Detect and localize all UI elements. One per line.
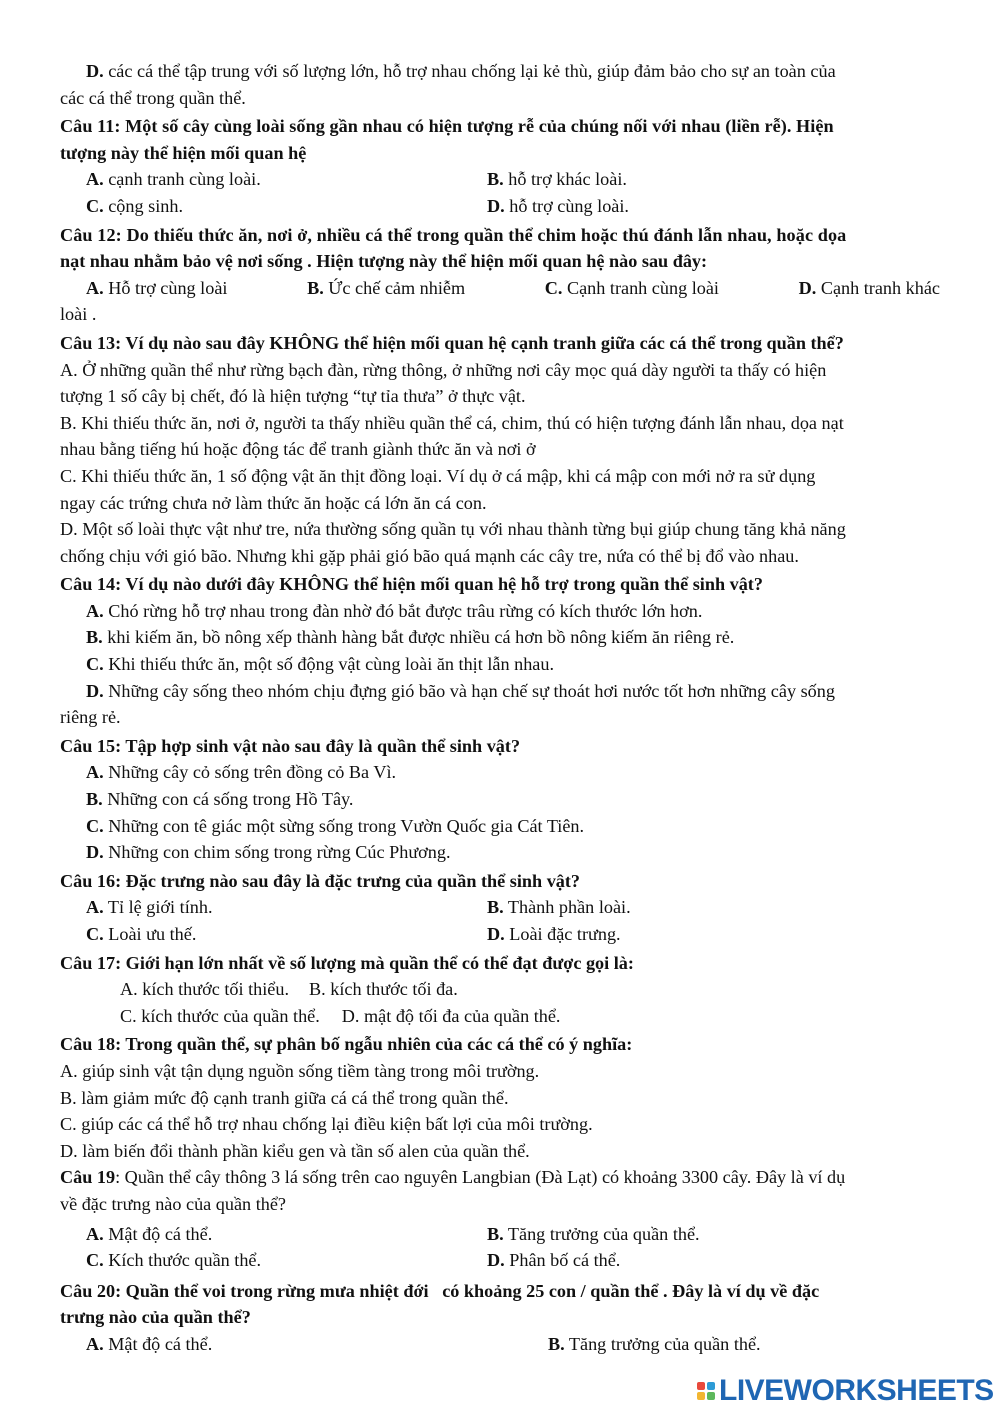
- q13-option-b-cont: nhau bằng tiếng hú hoặc động tác để tranh giành thức ăn và nơi ở: [60, 439, 536, 460]
- q11-options-row2: [60, 193, 940, 220]
- q11-option-b[interactable]: B. hỗ trợ khác loài.: [487, 169, 627, 190]
- q11-options-row1: [60, 166, 940, 193]
- q20-options-row1: [60, 1331, 940, 1358]
- q15-option-c[interactable]: C. Những con tê giác một sừng sống trong Vườn Quốc gia Cát Tiên.: [86, 815, 585, 836]
- q16-options-row2: [60, 921, 940, 948]
- q13-option-c-cont: ngay các trứng chưa nở làm thức ăn hoặc cá lớn ăn cá con.: [60, 492, 487, 513]
- q18-option-a[interactable]: A. giúp sinh vật tận dụng nguồn sống tiềm tàng trong môi trường.: [60, 1060, 540, 1081]
- liveworksheets-logo-text: LIVEWORKSHEETS: [719, 1373, 994, 1407]
- q10-option-d: D. các cá thể tập trung với số lượng lớn, hỗ trợ nhau chống lại kẻ thù, giúp đảm bảo cho sự an toàn của: [86, 61, 836, 81]
- q12-option-b[interactable]: B. Ức chế cảm nhiễm: [307, 277, 466, 298]
- q18-option-b[interactable]: B. làm giảm mức độ cạnh tranh giữa cá cá thể trong quần thể.: [60, 1087, 509, 1108]
- q17-options-row1: [60, 976, 940, 1003]
- q11-title-cont: tượng này thể hiện mối quan hệ: [60, 142, 307, 163]
- q19-option-c[interactable]: C. Kích thước quần thể.: [86, 1250, 262, 1271]
- q16-options-row1: [60, 894, 940, 921]
- q17-options-row2: [60, 1003, 940, 1030]
- q11-option-d[interactable]: D. hỗ trợ cùng loài.: [487, 195, 629, 216]
- q12-option-c[interactable]: C. Cạnh tranh cùng loài: [544, 277, 719, 298]
- q11-option-a[interactable]: A. cạnh tranh cùng loài.: [86, 169, 261, 190]
- q18-option-d[interactable]: D. làm biến đổi thành phần kiểu gen và tần số alen của quần thể.: [60, 1140, 530, 1161]
- q17-option-b[interactable]: B. kích thước tối đa.: [309, 979, 458, 1000]
- q19-options-row2: [60, 1247, 940, 1274]
- q14-option-d[interactable]: D. Những cây sống theo nhóm chịu đựng gió bão và hạn chế sự thoát hơi nước tốt hơn những cây sống: [86, 680, 835, 701]
- liveworksheets-logo[interactable]: [697, 1373, 994, 1409]
- worksheet-page: [60, 58, 940, 1358]
- q20-option-b[interactable]: B. Tăng trưởng của quần thể.: [548, 1333, 761, 1354]
- q16-title: Câu 16: Đặc trưng nào sau đây là đặc trưng của quần thể sinh vật?: [60, 870, 581, 891]
- q13-title: Câu 13: Ví dụ nào sau đây KHÔNG thể hiện mối quan hệ cạnh tranh giữa các cá thể trong quần thể?: [60, 332, 844, 353]
- q11-option-c[interactable]: C. cộng sinh.: [86, 195, 184, 216]
- q15-option-d[interactable]: D. Những con chim sống trong rừng Cúc Phương.: [86, 842, 451, 863]
- q12-title: Câu 12: Do thiếu thức ăn, nơi ở, nhiều cá thể trong quần thể chim hoặc thú đánh lẫn nhau, hoặc dọa: [60, 224, 847, 245]
- q13-option-c[interactable]: C. Khi thiếu thức ăn, 1 số động vật ăn thịt đồng loại. Ví dụ ở cá mập, khi cá mập con mới nở ra sử dụng: [60, 465, 816, 486]
- q12-option-a[interactable]: A. Hỗ trợ cùng loài: [86, 277, 228, 298]
- q13-option-d[interactable]: D. Một số loài thực vật như tre, nứa thường sống quần tụ với nhau thành từng bụi giúp chung tăng khả năng: [60, 519, 846, 540]
- q14-option-d-cont: riêng rẻ.: [60, 707, 121, 728]
- q17-option-c[interactable]: C. kích thước của quần thể.: [120, 1005, 320, 1026]
- q14-option-a[interactable]: A. Chó rừng hỗ trợ nhau trong đàn nhờ đó bắt được trâu rừng có kích thước lớn hơn.: [86, 600, 703, 621]
- q17-option-d[interactable]: D. mật độ tối đa của quần thể.: [341, 1005, 561, 1026]
- q14-title: Câu 14: Ví dụ nào dưới đây KHÔNG thể hiện mối quan hệ hỗ trợ trong quần thể sinh vật?: [60, 574, 763, 595]
- q19-option-d[interactable]: D. Phân bố cá thể.: [487, 1250, 621, 1271]
- q20-title-cont: trưng nào của quần thể?: [60, 1307, 251, 1328]
- q16-option-b[interactable]: B. Thành phần loài.: [487, 897, 631, 918]
- q16-option-c[interactable]: C. Loài ưu thế.: [86, 924, 197, 944]
- q19-option-a[interactable]: A. Mật độ cá thể.: [86, 1223, 213, 1244]
- q10-option-d-cont: các cá thể trong quần thể.: [60, 87, 246, 108]
- q19-option-b[interactable]: B. Tăng trưởng của quần thể.: [487, 1223, 700, 1244]
- liveworksheets-logo-icon: [697, 1382, 715, 1400]
- q13-option-a[interactable]: A. Ở những quần thể như rừng bạch đàn, rừng thông, ở những nơi cây mọc quá dày người ta thấy có hiện: [60, 359, 827, 380]
- q18-option-c[interactable]: C. giúp các cá thể hỗ trợ nhau chống lại điều kiện bất lợi của môi trường.: [60, 1114, 593, 1135]
- q12-options: [60, 275, 940, 302]
- q20-option-a[interactable]: A. Mật độ cá thể.: [86, 1333, 213, 1354]
- q12-title-cont: nạt nhau nhằm bảo vệ nơi sống . Hiện tượng này thể hiện mối quan hệ nào sau đây:: [60, 251, 708, 272]
- q15-option-b[interactable]: B. Những con cá sống trong Hồ Tây.: [86, 789, 354, 810]
- q11-title: Câu 11: Một số cây cùng loài sống gần nhau có hiện tượng rễ của chúng nối với nhau (liền rễ). Hiện: [60, 116, 834, 137]
- q19-options-row1: [60, 1221, 940, 1248]
- q16-option-d[interactable]: D. Loài đặc trưng.: [487, 924, 621, 944]
- q18-title: Câu 18: Trong quần thể, sự phân bố ngẫu nhiên của các cá thể có ý nghĩa:: [60, 1034, 633, 1055]
- q13-option-d-cont: chống chịu với gió bão. Nhưng khi gặp phải gió bão quá mạnh các cây tre, nứa có thể bị đổ vào nhau.: [60, 545, 799, 566]
- q14-option-c[interactable]: C. Khi thiếu thức ăn, một số động vật cùng loài ăn thịt lẫn nhau.: [86, 654, 555, 675]
- q15-title: Câu 15: Tập hợp sinh vật nào sau đây là quần thể sinh vật?: [60, 735, 521, 756]
- q12-option-d-cont: loài .: [60, 304, 97, 325]
- q20-title: Câu 20: Quần thể voi trong rừng mưa nhiệt đới có khoảng 25 con / quần thể . Đây là ví dụ về đặc: [60, 1280, 820, 1301]
- q17-option-a[interactable]: A. kích thước tối thiểu.: [120, 979, 289, 1000]
- q12-option-d[interactable]: D. Cạnh tranh khác: [798, 277, 940, 298]
- q13-option-a-cont: tượng 1 số cây bị chết, đó là hiện tượng “tự tỉa thưa” ở thực vật.: [60, 386, 526, 407]
- q19-title: Câu 19: Quần thể cây thông 3 lá sống trên cao nguyên Langbian (Đà Lạt) có khoảng 3300 cây. Đây là ví dụ: [60, 1167, 846, 1188]
- q16-option-a[interactable]: A. Tỉ lệ giới tính.: [86, 897, 213, 918]
- q13-option-b[interactable]: B. Khi thiếu thức ăn, nơi ở, người ta thấy nhiều quần thể cá, chim, thú có hiện tượng đánh lẫn nhau, dọa nạt: [60, 412, 844, 433]
- q17-title: Câu 17: Giới hạn lớn nhất về số lượng mà quần thể có thể đạt được gọi là:: [60, 952, 634, 973]
- q15-option-a[interactable]: A. Những cây cỏ sống trên đồng cỏ Ba Vì.: [86, 762, 397, 783]
- q14-option-b[interactable]: B. khi kiếm ăn, bồ nông xếp thành hàng bắt được nhiều cá hơn bồ nông kiếm ăn riêng rẻ.: [86, 627, 735, 648]
- q19-title-cont: về đặc trưng nào của quần thể?: [60, 1193, 286, 1214]
